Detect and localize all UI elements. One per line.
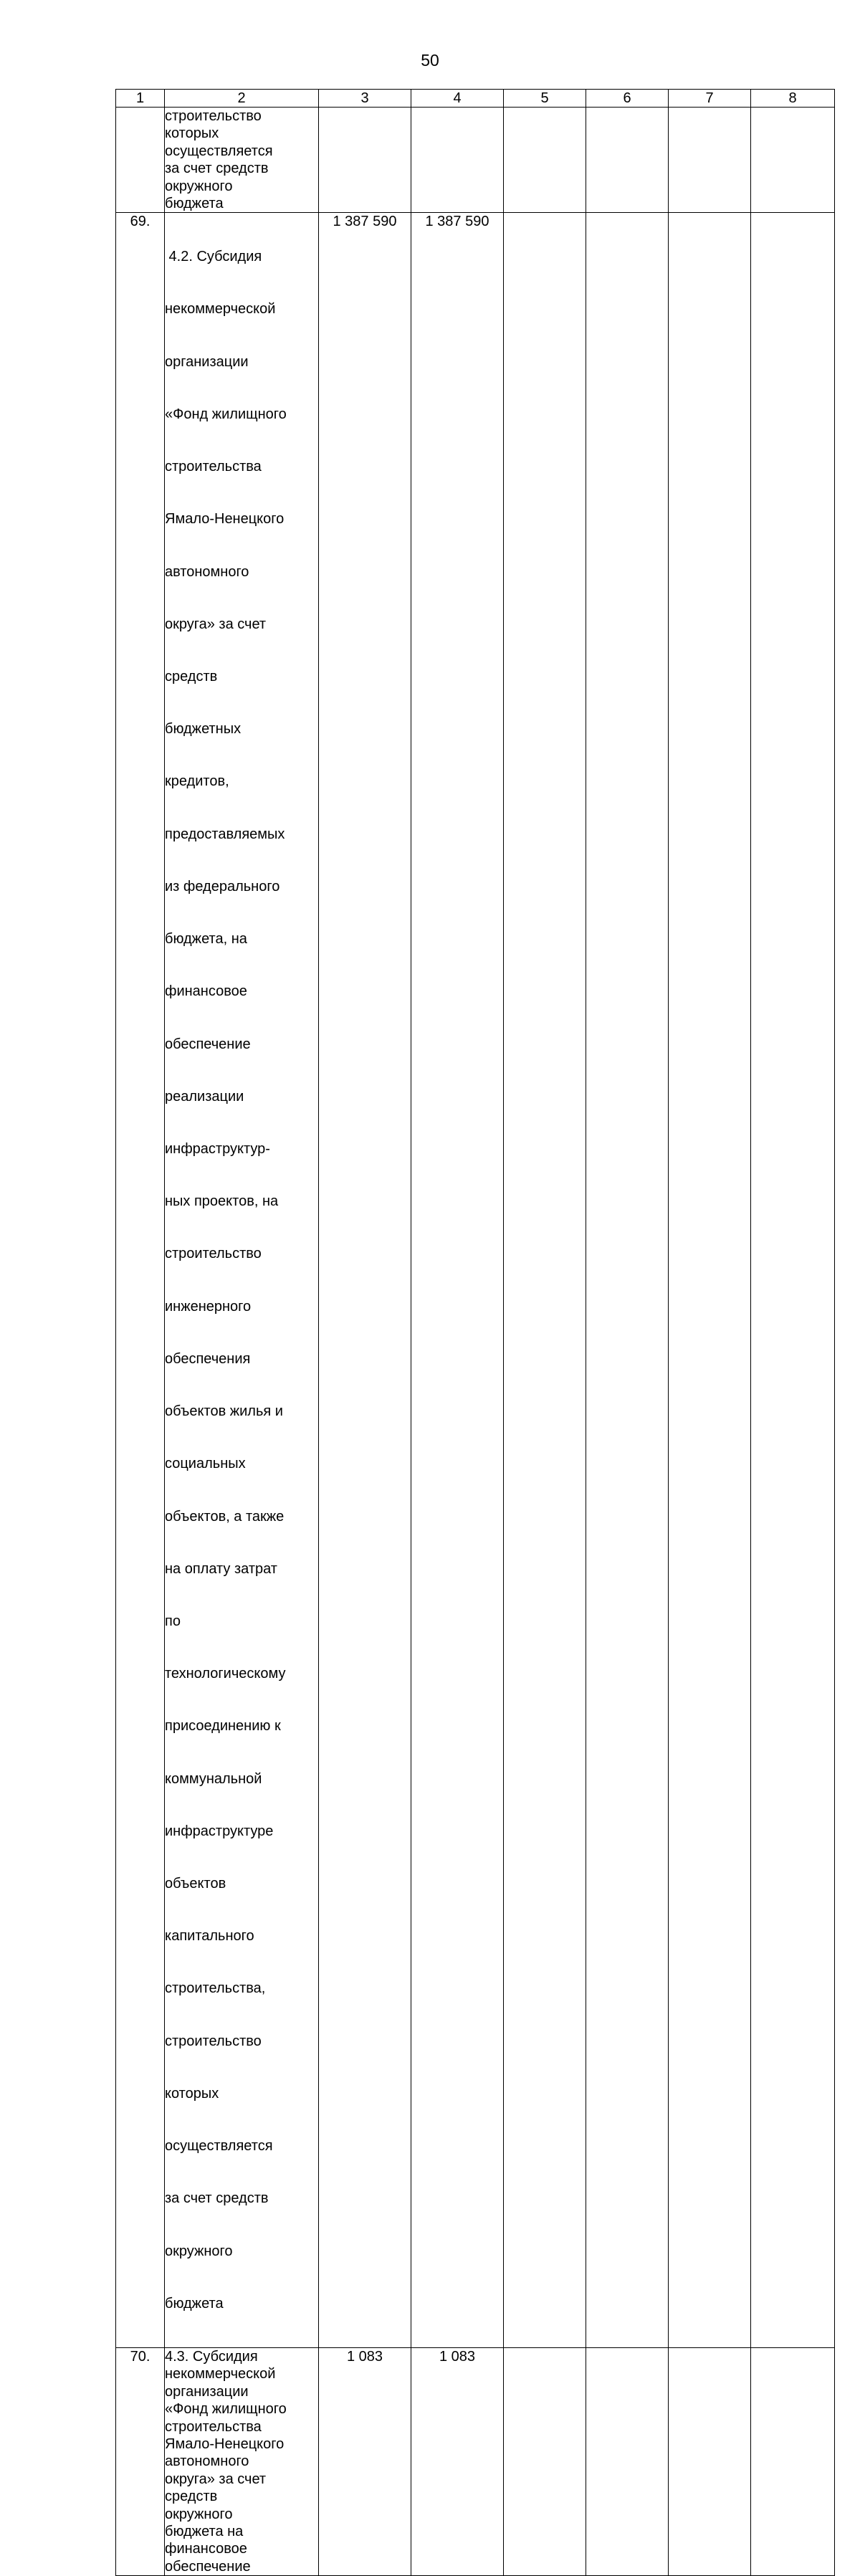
description-line: кредитов, bbox=[165, 773, 229, 790]
description-line: бюджета на bbox=[165, 2524, 244, 2540]
table-row bbox=[116, 2348, 835, 2576]
description-line: объектов, а также bbox=[165, 1508, 285, 1525]
description-line: коммунальной bbox=[165, 1770, 262, 1787]
description-line: автономного bbox=[165, 563, 249, 580]
row-number: 69. bbox=[116, 213, 165, 2348]
table-row bbox=[116, 213, 835, 2348]
column-header: 5 bbox=[504, 90, 586, 108]
description-line: 4.3. Субсидия bbox=[165, 2349, 258, 2365]
description-line: которых bbox=[165, 125, 219, 142]
description-line: строительства, bbox=[165, 1980, 266, 1997]
description-line: средств bbox=[165, 669, 218, 684]
budget-table bbox=[115, 89, 835, 2576]
description-line: обеспечение bbox=[165, 2558, 251, 2575]
description-line: из федерального bbox=[165, 878, 280, 895]
amount-col3 bbox=[319, 108, 411, 213]
description-line: округа» за счет bbox=[165, 2471, 267, 2487]
amount-col3: 1 387 590 bbox=[319, 213, 411, 2348]
amount-col5 bbox=[504, 213, 586, 2348]
description-line: некоммерческой bbox=[165, 2366, 276, 2382]
description-line: окружного bbox=[165, 2506, 233, 2522]
description-line: Ямало-Ненецкого bbox=[165, 511, 285, 528]
description-line: финансовое bbox=[165, 2541, 247, 2557]
description-line: которых bbox=[165, 2085, 219, 2102]
description-line: инфраструктур- bbox=[165, 1140, 270, 1157]
description-line: окружного bbox=[165, 2243, 233, 2259]
column-header: 4 bbox=[411, 90, 504, 108]
description-line: некоммерческой bbox=[165, 301, 276, 318]
description-line: технологическому bbox=[165, 1666, 286, 1682]
column-header: 6 bbox=[586, 90, 669, 108]
table-row bbox=[116, 108, 835, 213]
description-line: Ямало-Ненецкого bbox=[165, 2436, 285, 2453]
amount-col6 bbox=[586, 2348, 669, 2576]
column-header: 3 bbox=[319, 90, 411, 108]
description-line: осуществляется bbox=[165, 143, 273, 159]
description-line: на оплату затрат bbox=[165, 1560, 277, 1577]
amount-col7 bbox=[669, 213, 751, 2348]
amount-col7 bbox=[669, 2348, 751, 2576]
description-line: инженерного bbox=[165, 1298, 252, 1315]
description-line: строительства bbox=[165, 2418, 262, 2435]
description-line: бюджета bbox=[165, 2295, 224, 2312]
description-line: за счет средств bbox=[165, 2190, 269, 2207]
amount-col4 bbox=[411, 108, 504, 213]
description-line: строительство bbox=[165, 1246, 262, 1262]
row-description bbox=[165, 2348, 319, 2576]
amount-col4: 1 387 590 bbox=[411, 213, 504, 2348]
description-line: социальных bbox=[165, 1456, 246, 1472]
amount-col3: 1 083 bbox=[319, 2348, 411, 2576]
amount-col8 bbox=[751, 2348, 835, 2576]
amount-col8 bbox=[751, 108, 835, 213]
description-line: автономного bbox=[165, 2453, 249, 2470]
row-description bbox=[165, 108, 319, 213]
amount-col5 bbox=[504, 108, 586, 213]
description-line: объектов bbox=[165, 1876, 226, 1892]
page-number: 50 bbox=[421, 51, 439, 70]
description-line: осуществляется bbox=[165, 2138, 273, 2155]
description-line: бюджетных bbox=[165, 721, 242, 738]
description-line: реализации bbox=[165, 1088, 244, 1105]
column-header: 2 bbox=[165, 90, 319, 108]
description-line: организации bbox=[165, 2383, 249, 2400]
description-line: округа» за счет bbox=[165, 616, 267, 632]
description-line: капитального bbox=[165, 1928, 254, 1945]
column-header: 1 bbox=[116, 90, 165, 108]
description-line: окружного bbox=[165, 178, 233, 194]
description-line: 4.2. Субсидия bbox=[165, 249, 262, 265]
description-line: «Фонд жилищного bbox=[165, 2401, 287, 2418]
description-line: объектов жилья и bbox=[165, 1403, 283, 1420]
description-line: за счет средств bbox=[165, 161, 269, 177]
description-line: средств bbox=[165, 2489, 218, 2505]
description-line: строительство bbox=[165, 2033, 262, 2049]
description-line: по bbox=[165, 1613, 181, 1629]
row-number: 70. bbox=[116, 2348, 165, 2576]
description-line: обеспечение bbox=[165, 1036, 251, 1052]
description-line: строительства bbox=[165, 459, 262, 475]
description-line: строительство bbox=[165, 108, 262, 124]
description-line: инфраструктуре bbox=[165, 1823, 274, 1839]
row-number bbox=[116, 108, 165, 213]
description-line: ных проектов, на bbox=[165, 1193, 279, 1210]
amount-col6 bbox=[586, 108, 669, 213]
amount-col8 bbox=[751, 213, 835, 2348]
description-line: бюджета bbox=[165, 196, 224, 212]
description-line: обеспечения bbox=[165, 1350, 251, 1367]
amount-col4: 1 083 bbox=[411, 2348, 504, 2576]
description-line: финансовое bbox=[165, 983, 247, 1000]
row-description bbox=[165, 213, 319, 2348]
column-header: 8 bbox=[751, 90, 835, 108]
amount-col6 bbox=[586, 213, 669, 2348]
amount-col5 bbox=[504, 2348, 586, 2576]
description-line: присоединению к bbox=[165, 1718, 281, 1735]
description-line: бюджета, на bbox=[165, 931, 247, 948]
description-line: организации bbox=[165, 353, 249, 370]
description-line: «Фонд жилищного bbox=[165, 406, 287, 422]
description-line: предоставляемых bbox=[165, 826, 285, 842]
table-header-row bbox=[116, 90, 835, 108]
column-header: 7 bbox=[669, 90, 751, 108]
amount-col7 bbox=[669, 108, 751, 213]
